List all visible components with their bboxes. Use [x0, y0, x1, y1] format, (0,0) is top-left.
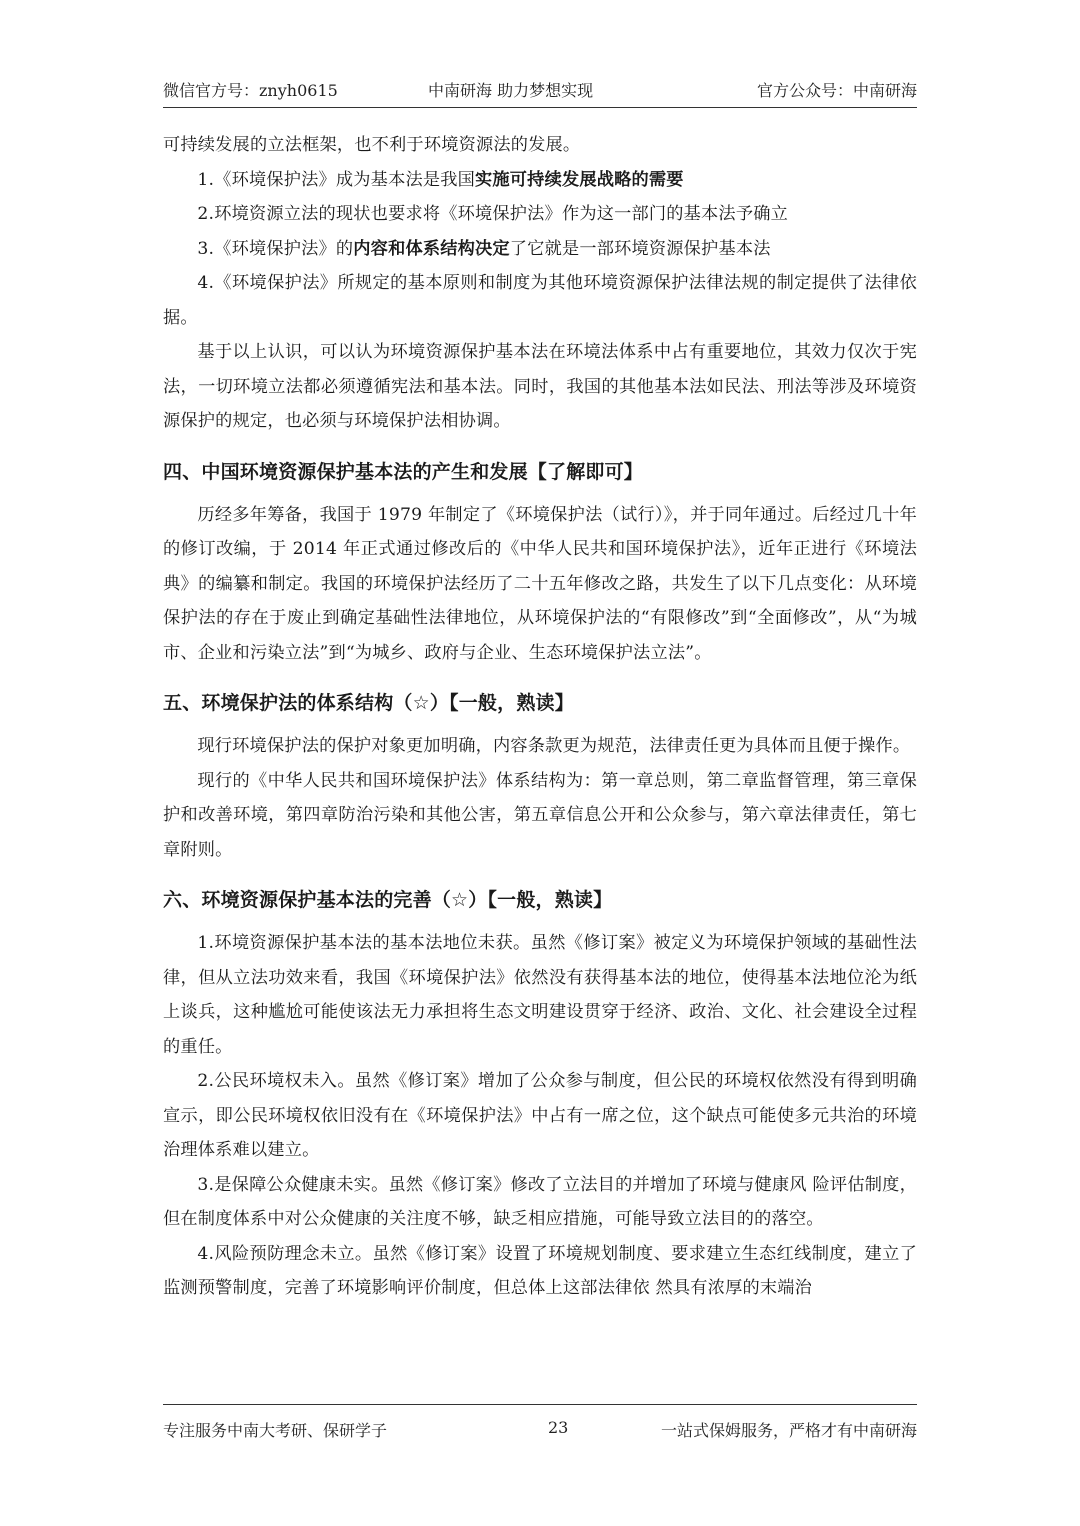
page-content [163, 128, 917, 1306]
footer-divider [163, 1404, 917, 1405]
header-official-account: 官方公众号：中南研海 [756, 81, 917, 100]
section-5-paragraph-1: 现行环境保护法的保护对象更加明确，内容条款更为规范，法律责任更为具体而且便于操作。 [197, 736, 911, 756]
paragraph-summary: 基于以上认识，可以认为环境资源保护基本法在环境法体系中占有重要地位，其效力仅次于宪法，一切环境立法都必须遵循宪法和基本法。同时，我国的其他基本法如民法、刑法等涉及环境资源保护的规定，也必须与环境保护法相协调。 [163, 342, 917, 431]
page-number: 23 [548, 1418, 569, 1437]
list-item-2: 2.环境资源立法的现状也要求将《环境保护法》作为这一部门的基本法予确立 [197, 204, 788, 224]
page-header [163, 76, 917, 106]
section-heading-6: 六、环境资源保护基本法的完善（☆）【一般，熟读】 [163, 889, 613, 911]
header-slogan: 中南研海 助力梦想实现 [428, 81, 594, 100]
paragraph-continuation: 可持续发展的立法框架，也不利于环境资源法的发展。 [163, 135, 581, 155]
list-item-3-bold: 内容和体系结构决定 [353, 238, 510, 259]
section-6-paragraph-3: 3.是保障公众健康未实。虽然《修订案》修改了立法目的并增加了环境与健康风 险评估制度，但在制度体系中对公众健康的关注度不够，缺乏相应措施，可能导致立法目的的落空。 [163, 1174, 917, 1229]
page-footer [163, 1416, 917, 1446]
list-item-3-text-c: 了它就是一部环境资源保护基本法 [509, 238, 771, 259]
list-item-1 [163, 163, 917, 198]
section-4-paragraph: 历经多年筹备，我国于 1979 年制定了《环境保护法（试行）》，并于同年通过。后经过几十年的修订改编，于 2014 年正式通过修改后的《中华人民共和国环境保护法》，近年正进行《环境法典》的编纂和制定。我国的环境保护法经历了二十五年修改之路，共发生了以下几点变化：从环境保护法的存在于废止到确定基础性法律地位，从环境保护法的“有限修改”到“全面修改”，从“为城市、企业和污染立法”到“为城乡、政府与企业、生态环境保护法立法”。 [163, 504, 917, 663]
list-item-3 [163, 232, 917, 267]
list-item-1-text: 1.《环境保护法》成为基本法是我国 [197, 169, 476, 190]
section-heading-4: 四、中国环境资源保护基本法的产生和发展【了解即可】 [163, 460, 644, 483]
footer-tagline-left: 专注服务中南大考研、保研学子 [163, 1421, 388, 1440]
section-6-paragraph-2: 2.公民环境权未入。虽然《修订案》增加了公众参与制度，但公民的环境权依然没有得到明确宣示，即公民环境权依旧没有在《环境保护法》中占有一席之位，这个缺点可能使多元共治的环境治理体系难以建立。 [163, 1071, 917, 1160]
list-item-4: 4.《环境保护法》所规定的基本原则和制度为其他环境资源保护法律法规的制定提供了法律依据。 [163, 273, 917, 328]
list-item-1-bold: 实施可持续发展战略的需要 [475, 169, 684, 190]
section-heading-5: 五、环境保护法的体系结构（☆）【一般，熟读】 [163, 692, 574, 714]
section-6-paragraph-1: 1.环境资源保护基本法的基本法地位未获。虽然《修订案》被定义为环境保护领域的基础性法律，但从立法功效来看，我国《环境保护法》依然没有获得基本法的地位，使得基本法地位沦为纸上谈兵，这种尴尬可能使该法无力承担将生态文明建设贯穿于经济、政治、文化、社会建设全过程的重任。 [163, 933, 917, 1057]
header-wechat-id: 微信官方号：znyh0615 [163, 81, 338, 100]
list-item-3-text-a: 3.《环境保护法》的 [197, 238, 354, 259]
section-6-paragraph-4: 4.风险预防理念未立。虽然《修订案》设置了环境规划制度、要求建立生态红线制度，建立了监测预警制度，完善了环境影响评价制度，但总体上这部法律依 然具有浓厚的末端治 [163, 1243, 917, 1298]
section-5-paragraph-2: 现行的《中华人民共和国环境保护法》体系结构为：第一章总则，第二章监督管理，第三章保护和改善环境，第四章防治污染和其他公害，第五章信息公开和公众参与，第六章法律责任，第七章附则。 [163, 770, 917, 860]
footer-tagline-right: 一站式保姆服务，严格才有中南研海 [660, 1421, 917, 1440]
header-divider [163, 107, 917, 108]
